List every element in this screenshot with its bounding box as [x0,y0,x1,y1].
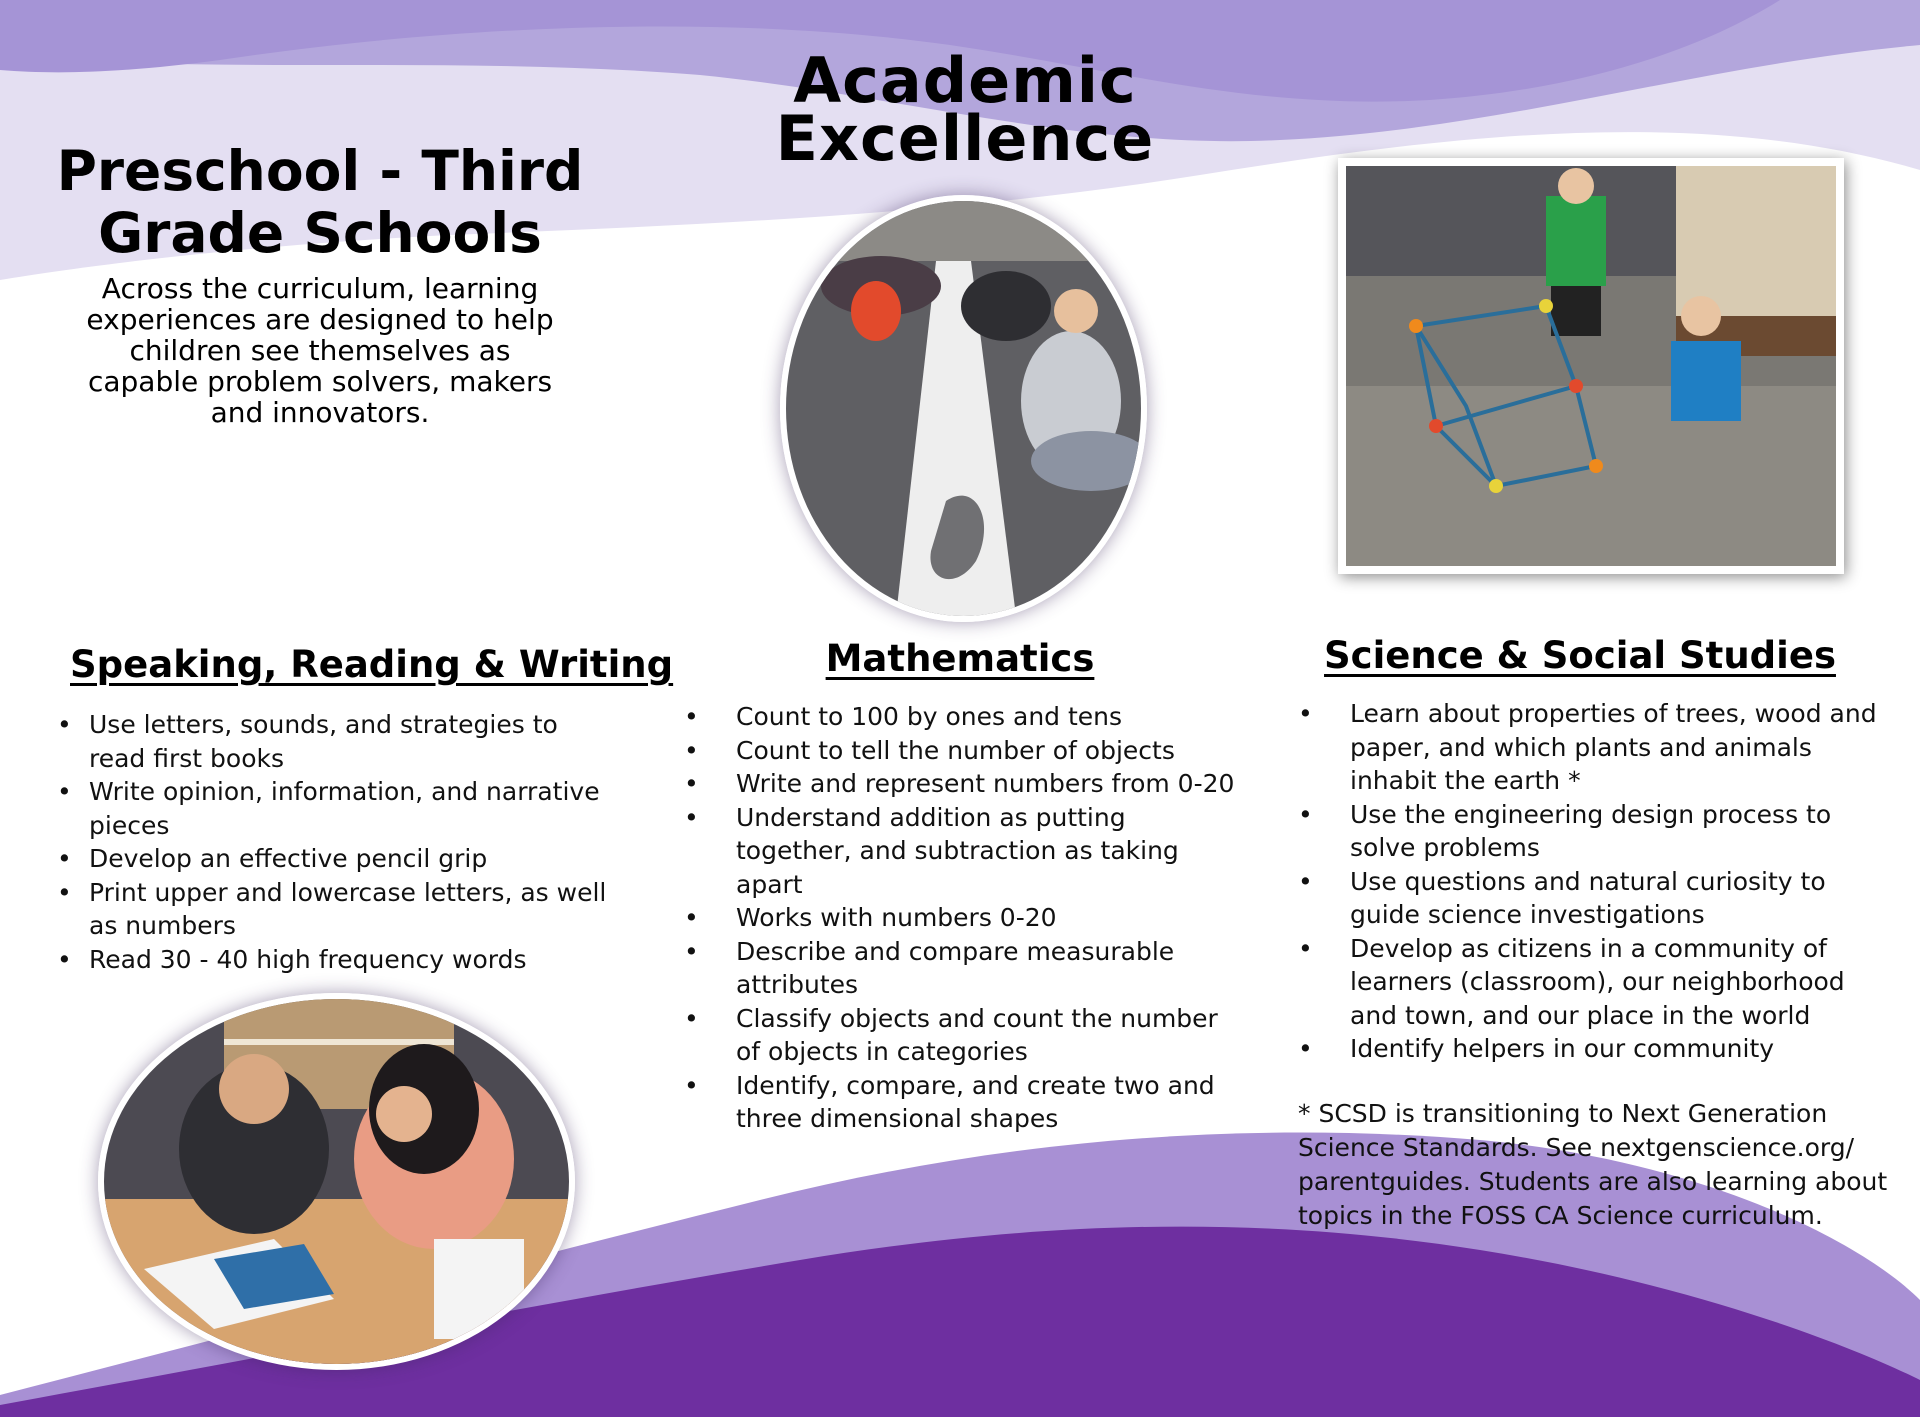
sub-title-line2: Grade Schools [98,201,542,265]
main-title-line1: Academic [793,44,1137,117]
list-item: • Use questions and natural curiosity to guide science investigations [1298,865,1898,932]
list-item: • Develop an effective pencil grip [57,842,617,876]
math-section [700,637,1220,681]
list-item: • Understand addition as putting together, and subtraction as taking apart [684,801,1244,902]
science-heading: Science & Social Studies [1324,634,1836,677]
intro-paragraph: Across the curriculum, learning experiences are designed to help children see themselves as capable problem solvers, makers and innovators. [86,272,554,429]
list-item: • Develop as citizens in a community of learners (classroom), our neighborhood and town, and our place in the world [1298,932,1898,1033]
list-item: • Use the engineering design process to solve problems [1298,798,1898,865]
speaking-section [70,643,674,687]
science-footnote: * SCSD is transitioning to Next Generation Science Standards. See nextgenscience.org/ parentguides. Students are also learning about topics in the FOSS CA Science curriculum. [1298,1099,1888,1230]
science-list [1298,697,1898,1066]
list-item: • Identify helpers in our community [1298,1032,1898,1066]
main-title-line2: Excellence [775,102,1155,175]
list-item: • Read 30 - 40 high frequency words [57,943,617,977]
list-item: • Count to 100 by ones and tens [684,700,1244,734]
list-item: • Count to tell the number of objects [684,734,1244,768]
list-item: • Describe and compare measurable attributes [684,935,1244,1002]
list-item: • Use letters, sounds, and strategies to read first books [57,708,617,775]
list-item: • Print upper and lowercase letters, as well as numbers [57,876,617,943]
speaking-heading: Speaking, Reading & Writing [70,643,674,686]
reading-photo [98,993,575,1370]
list-item: • Works with numbers 0-20 [684,901,1244,935]
math-numberline-photo [780,195,1147,622]
math-heading: Mathematics [825,637,1095,680]
list-item: • Learn about properties of trees, wood and paper, and which plants and animals inhabit the earth * [1298,697,1898,798]
list-item: • Classify objects and count the number of objects in categories [684,1002,1244,1069]
main-title [730,44,1200,175]
sub-title [40,140,600,264]
math-list [684,700,1244,1136]
list-item: • Write opinion, information, and narrative pieces [57,775,617,842]
sub-title-line1: Preschool - Third [56,139,584,203]
science-engineering-photo [1338,158,1844,574]
list-item: • Write and represent numbers from 0-20 [684,767,1244,801]
science-section [1300,634,1860,678]
speaking-list [57,708,617,976]
list-item: • Identify, compare, and create two and three dimensional shapes [684,1069,1244,1136]
